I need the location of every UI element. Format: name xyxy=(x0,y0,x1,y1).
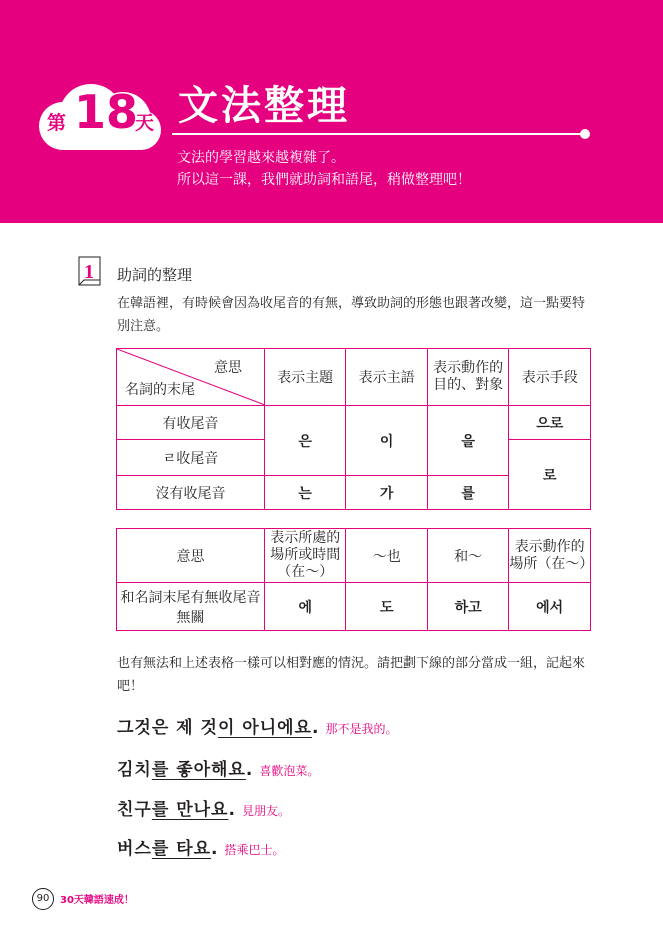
column-header: 表示所處的場所或時間（在～） xyxy=(264,529,346,583)
particle-cell: 하고 xyxy=(427,583,508,631)
section-title: 助詞的整理 xyxy=(117,266,193,284)
column-header: ～也 xyxy=(346,529,427,583)
row-label: 和名詞末尾有無收尾音無關 xyxy=(117,583,265,631)
intro-line-1: 文法的學習越來越複雜了。 xyxy=(177,150,345,166)
particle-cell: 는 xyxy=(264,476,345,510)
particle-cell: 로 xyxy=(509,440,591,510)
example-period: . xyxy=(311,718,320,738)
underlined-phrase: 를 좋아해요 xyxy=(151,760,246,780)
example-text: 버스 xyxy=(117,839,152,859)
example-translation: 喜歡泡菜。 xyxy=(259,764,320,778)
row-label: 有收尾音 xyxy=(117,406,265,440)
particle-cell: 으로 xyxy=(509,406,591,440)
row-label: 沒有收尾音 xyxy=(117,476,265,510)
example-translation: 見朋友。 xyxy=(241,804,290,818)
divider-dot xyxy=(580,129,590,139)
particle-cell: 은 xyxy=(264,406,345,476)
corner-bottom-label: 名詞的末尾 xyxy=(125,382,195,398)
example-sentence xyxy=(117,834,285,859)
column-header: 和～ xyxy=(427,529,508,583)
example-text: 김치 xyxy=(117,760,152,780)
particle-cell: 을 xyxy=(427,406,509,476)
section-paragraph: 在韓語裡，有時候會因為收尾音的有無，導致助詞的形態也跟著改變，這一點要特別注意。 xyxy=(117,296,586,334)
particle-cell: 이 xyxy=(346,406,427,476)
underlined-phrase: 를 타요 xyxy=(151,839,212,859)
chapter-header xyxy=(0,0,663,223)
particle-cell: 가 xyxy=(346,476,427,510)
note-paragraph: 也有無法和上述表格一樣可以相對應的情況。請把劃下線的部分當成一組，記起來吧！ xyxy=(117,656,586,694)
underlined-phrase: 이 아니에요 xyxy=(217,718,312,738)
section-number-icon xyxy=(78,256,101,286)
column-header: 表示主題 xyxy=(264,349,345,406)
example-translation: 搭乘巴士。 xyxy=(224,843,285,857)
column-header: 表示動作的場所（在～） xyxy=(509,529,591,583)
intro-text xyxy=(177,147,471,191)
day-number: 18 xyxy=(74,85,139,139)
day-badge xyxy=(33,82,163,154)
example-period: . xyxy=(211,839,219,859)
example-period: . xyxy=(228,800,236,820)
example-translation: 那不是我的。 xyxy=(325,722,398,736)
badge-prefix: 第 xyxy=(47,112,67,134)
section-number: 1 xyxy=(84,261,94,283)
column-header: 表示手段 xyxy=(509,349,591,406)
book-title: 30天韓語速成！ xyxy=(60,895,134,906)
column-header: 表示主語 xyxy=(346,349,427,406)
example-sentence xyxy=(117,713,397,738)
particle-table-2 xyxy=(116,528,594,631)
example-text: 그것은 제 것 xyxy=(117,718,218,738)
corner-top-label: 意思 xyxy=(213,360,242,376)
particle-cell: 도 xyxy=(346,583,427,631)
header-label: 意思 xyxy=(117,529,265,583)
page-number: 90 xyxy=(32,888,54,910)
example-text: 친구 xyxy=(117,800,152,820)
underlined-phrase: 를 만나요 xyxy=(151,800,229,820)
badge-suffix: 天 xyxy=(135,112,155,134)
particle-table xyxy=(116,348,591,510)
table-corner-cell xyxy=(117,349,265,406)
particle-cell: 에서 xyxy=(509,583,591,631)
column-header: 表示動作的目的、對象 xyxy=(427,349,509,406)
example-sentence xyxy=(117,755,319,780)
row-label: ㄹ收尾音 xyxy=(117,440,265,476)
header-divider xyxy=(172,133,584,135)
particle-cell: 를 xyxy=(427,476,509,510)
example-sentence xyxy=(117,795,290,820)
particle-cell: 에 xyxy=(264,583,346,631)
intro-line-2: 所以這一課，我們就助詞和語尾，稍做整理吧！ xyxy=(177,172,471,188)
example-period: . xyxy=(245,760,254,780)
page-title: 文法整理 xyxy=(178,83,350,129)
